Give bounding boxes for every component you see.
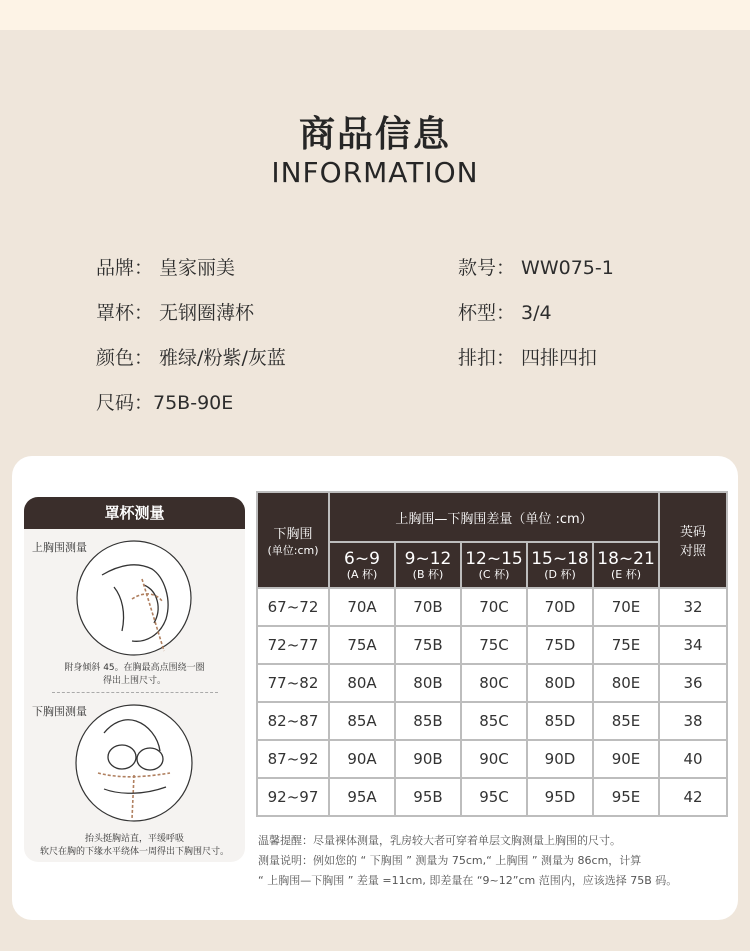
table-row bbox=[257, 626, 727, 664]
measure-divider bbox=[52, 692, 218, 693]
cup-range-value: 9~12 bbox=[404, 548, 452, 569]
upper-measure-caption-2: 得出上围尺寸。 bbox=[102, 676, 166, 686]
size-cell: 85E bbox=[593, 702, 659, 740]
under-bust-cell: 72~77 bbox=[257, 626, 329, 664]
size-cell: 70E bbox=[593, 588, 659, 626]
cup-letter: (D 杯) bbox=[544, 567, 576, 581]
size-cell: 70B bbox=[395, 588, 461, 626]
size-cell: 80A bbox=[329, 664, 395, 702]
cup-range-header bbox=[527, 542, 593, 588]
under-bust-header-label: 下胸围 bbox=[273, 526, 313, 542]
lower-measure-caption-2: 软尺在胸的下缘水平绕体一周得出下胸围尺寸。 bbox=[39, 847, 229, 857]
size-cell: 80D bbox=[527, 664, 593, 702]
under-bust-cell: 87~92 bbox=[257, 740, 329, 778]
section-subtitle: INFORMATION bbox=[271, 156, 479, 189]
table-row bbox=[257, 778, 727, 816]
size-cell: 85A bbox=[329, 702, 395, 740]
size-cell: 95B bbox=[395, 778, 461, 816]
size-cell: 70D bbox=[527, 588, 593, 626]
size-cell: 80E bbox=[593, 664, 659, 702]
note-reminder: 温馨提醒：尽量裸体测量，乳房较大者可穿着单层文胸测量上胸围的尺寸。 bbox=[258, 834, 621, 847]
cup-range-header bbox=[329, 542, 395, 588]
size-cell: 95C bbox=[461, 778, 527, 816]
size-cell: 90A bbox=[329, 740, 395, 778]
under-bust-cell: 82~87 bbox=[257, 702, 329, 740]
measure-guide-title: 罩杯测量 bbox=[24, 497, 245, 529]
note-explanation-2: “ 上胸围—下胸围 ” 差量 =11cm, 即差量在 “9~12”cm 范围内，应该选择 75B 码。 bbox=[258, 874, 678, 887]
size-cell: 90D bbox=[527, 740, 593, 778]
under-bust-header bbox=[257, 492, 329, 588]
info-cup: 罩杯： 无钢圈薄杯 bbox=[96, 302, 255, 324]
uk-size-header-line2: 对照 bbox=[680, 544, 707, 559]
uk-size-cell: 42 bbox=[659, 778, 727, 816]
lower-measure-label: 下胸围测量 bbox=[32, 705, 87, 718]
uk-size-cell: 38 bbox=[659, 702, 727, 740]
difference-header: 上胸围—下胸围差量（单位 :cm） bbox=[329, 492, 659, 542]
size-cell: 70C bbox=[461, 588, 527, 626]
info-model: 款号： WW075-1 bbox=[458, 257, 614, 279]
info-size: 尺码：75B-90E bbox=[96, 392, 234, 414]
cup-range-header bbox=[395, 542, 461, 588]
cup-letter: (C 杯) bbox=[478, 567, 510, 581]
lower-measure-caption-1: 抬头挺胸站直，平缓呼吸 bbox=[84, 834, 184, 844]
cup-range-value: 12~15 bbox=[465, 548, 523, 569]
uk-size-cell: 40 bbox=[659, 740, 727, 778]
size-cell: 75D bbox=[527, 626, 593, 664]
section-title: 商品信息 bbox=[298, 114, 451, 155]
under-bust-illustration bbox=[74, 703, 196, 823]
size-chart-table bbox=[256, 491, 728, 817]
cup-range-value: 15~18 bbox=[531, 548, 589, 569]
cup-range-value: 6~9 bbox=[344, 548, 380, 569]
table-row bbox=[257, 588, 727, 626]
under-bust-header-unit: (单位:cm) bbox=[267, 543, 319, 557]
size-cell: 75B bbox=[395, 626, 461, 664]
cup-range-header bbox=[461, 542, 527, 588]
upper-bust-illustration bbox=[74, 539, 196, 657]
size-cell: 75C bbox=[461, 626, 527, 664]
info-clasp: 排扣： 四排四扣 bbox=[458, 347, 598, 369]
size-cell: 80C bbox=[461, 664, 527, 702]
size-cell: 90B bbox=[395, 740, 461, 778]
cup-range-header bbox=[593, 542, 659, 588]
table-row bbox=[257, 702, 727, 740]
size-cell: 95E bbox=[593, 778, 659, 816]
cup-range-value: 18~21 bbox=[597, 548, 655, 569]
under-bust-cell: 67~72 bbox=[257, 588, 329, 626]
uk-size-cell: 32 bbox=[659, 588, 727, 626]
measure-guide-panel bbox=[24, 497, 245, 862]
uk-size-header bbox=[659, 492, 727, 588]
size-cell: 80B bbox=[395, 664, 461, 702]
top-banner-strip bbox=[0, 0, 750, 30]
size-cell: 95A bbox=[329, 778, 395, 816]
upper-measure-label: 上胸围测量 bbox=[32, 541, 87, 554]
size-cell: 70A bbox=[329, 588, 395, 626]
size-cell: 75A bbox=[329, 626, 395, 664]
size-cell: 90C bbox=[461, 740, 527, 778]
info-cup-type: 杯型： 3/4 bbox=[458, 302, 552, 324]
size-cell: 90E bbox=[593, 740, 659, 778]
under-bust-cell: 77~82 bbox=[257, 664, 329, 702]
info-brand: 品牌： 皇家丽美 bbox=[96, 257, 236, 279]
size-cell: 85C bbox=[461, 702, 527, 740]
under-bust-cell: 92~97 bbox=[257, 778, 329, 816]
cup-letter: (E 杯) bbox=[611, 567, 642, 581]
size-cell: 85B bbox=[395, 702, 461, 740]
size-cell: 85D bbox=[527, 702, 593, 740]
info-color: 颜色： 雅绿/粉紫/灰蓝 bbox=[96, 347, 286, 369]
uk-size-header-line1: 英码 bbox=[680, 525, 707, 540]
uk-size-cell: 36 bbox=[659, 664, 727, 702]
cup-letter: (A 杯) bbox=[346, 567, 378, 581]
cup-letter: (B 杯) bbox=[412, 567, 444, 581]
upper-measure-caption-1: 附身倾斜 45。在胸最高点围绕一圈 bbox=[64, 663, 205, 673]
table-row bbox=[257, 740, 727, 778]
note-explanation-1: 测量说明：例如您的 “ 下胸围 ” 测量为 75cm,“ 上胸围 ” 测量为 86cm，计算 bbox=[258, 854, 642, 867]
table-row bbox=[257, 664, 727, 702]
size-cell: 75E bbox=[593, 626, 659, 664]
uk-size-cell: 34 bbox=[659, 626, 727, 664]
size-cell: 95D bbox=[527, 778, 593, 816]
